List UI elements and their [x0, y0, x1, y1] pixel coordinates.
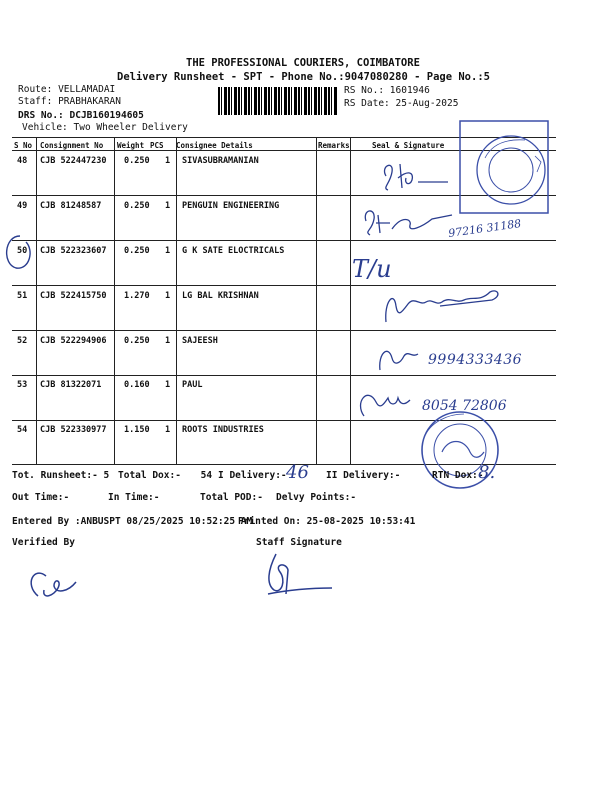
row-sno: 48: [17, 156, 28, 166]
total-dox-label: Total Dox:-: [118, 470, 181, 481]
col-weight: Weight: [117, 141, 145, 150]
company-stamp: [455, 118, 555, 218]
row-consignee: G K SATE ELOCTRICALS: [182, 246, 285, 256]
row-pcs: 1: [165, 291, 171, 301]
col-pcs: PCS: [150, 141, 164, 150]
i-delivery-label: I Delivery:-: [218, 470, 287, 481]
col-consignment: Consignment No: [40, 141, 104, 150]
total-pod-label: Total POD:-: [200, 492, 263, 503]
total-dox-value: 54: [200, 470, 213, 481]
row-consignment: CJB 522330977: [40, 425, 107, 435]
verified-by-signature: [24, 560, 84, 604]
rs-no-label: RS No.:: [344, 85, 385, 96]
tot-runsheet-label: Tot. Runsheet:-: [12, 470, 98, 481]
vehicle-line: [22, 122, 188, 133]
staff-label: Staff:: [18, 96, 53, 107]
col-consignee: Consignee Details: [176, 141, 253, 150]
rs-date-label: RS Date:: [344, 98, 390, 109]
row-sno: 52: [17, 336, 28, 346]
vehicle-label: Vehicle:: [22, 122, 68, 133]
handwritten-phone-53: 8054 72806: [422, 398, 507, 414]
rs-no-value: 1601946: [389, 85, 430, 96]
row-consignment: CJB 522415750: [40, 291, 107, 301]
signature-row-53: [354, 382, 414, 422]
staff-signature-label: Staff Signature: [256, 537, 342, 548]
row-sno: 51: [17, 291, 28, 301]
row-consignee: PENGUIN ENGINEERING: [182, 201, 280, 211]
row-consignee: PAUL: [182, 380, 203, 390]
row-sno: 49: [17, 201, 28, 211]
staff-line: [18, 96, 121, 107]
drs-value: DCJB160194605: [69, 110, 144, 121]
row-weight: 0.160: [124, 380, 150, 390]
entered-by-value: ANBUSPT 08/25/2025 10:52:25 AM: [80, 516, 253, 527]
row-pcs: 1: [165, 201, 171, 211]
printed-on-label: Printed On:: [238, 516, 301, 527]
col-remarks: Remarks: [318, 141, 350, 150]
printed-on: [238, 516, 415, 527]
row-consignee: ROOTS INDUSTRIES: [182, 425, 264, 435]
circle-mark: [0, 230, 40, 274]
col-sno: S No: [14, 141, 33, 150]
row-consignment: CJB 522323607: [40, 246, 107, 256]
signature-row-48: [378, 158, 458, 198]
row-weight: 0.250: [124, 201, 150, 211]
handwritten-mark-50: T/u: [352, 255, 392, 283]
verified-by-label: Verified By: [12, 537, 75, 548]
signature-row-49: [362, 205, 462, 239]
row-pcs: 1: [165, 156, 171, 166]
route-value: VELLAMADAI: [58, 84, 116, 95]
delvy-points-label: Delvy Points:-: [276, 492, 357, 503]
row-weight: 0.250: [124, 336, 150, 346]
row-sno: 50: [17, 246, 28, 256]
row-consignment: CJB 81322071: [40, 380, 102, 390]
row-consignee: SAJEESH: [182, 336, 218, 346]
row-sno: 53: [17, 380, 28, 390]
row-pcs: 1: [165, 425, 171, 435]
drs-label: DRS No.:: [18, 110, 64, 121]
handwritten-rtn-dox: 8.: [478, 462, 496, 483]
ii-delivery-label: II Delivery:-: [326, 470, 401, 481]
rs-date-line: [344, 98, 458, 109]
row-consignee: SIVASUBRAMANIAN: [182, 156, 259, 166]
out-time-label: Out Time:-: [12, 492, 70, 503]
barcode-image: [218, 87, 338, 115]
row-sno: 54: [17, 425, 28, 435]
row-pcs: 1: [165, 380, 171, 390]
staff-value: PRABHAKARAN: [58, 96, 121, 107]
staff-signature: [262, 550, 338, 602]
handwritten-phone-52: 9994333436: [428, 352, 523, 368]
signature-row-52: [374, 340, 424, 374]
runsheet-subtitle: Delivery Runsheet - SPT - Phone No.:9047080280 - Page No.:5: [117, 71, 490, 83]
printed-on-value: 25-08-2025 10:53:41: [306, 516, 416, 527]
entered-by: [12, 516, 252, 527]
total-dox: [118, 470, 212, 481]
rs-no-line: [344, 85, 430, 96]
tot-runsheet: [12, 470, 109, 481]
row-weight: 0.250: [124, 246, 150, 256]
company-title: THE PROFESSIONAL COURIERS, COIMBATORE: [186, 57, 420, 69]
row-weight: 1.270: [124, 291, 150, 301]
handwritten-phone-49: 97216 31188: [447, 216, 523, 241]
row-pcs: 1: [165, 336, 171, 346]
tot-runsheet-value: 5: [103, 470, 110, 481]
row-consignment: CJB 522447230: [40, 156, 107, 166]
col-seal-signature: Seal & Signature: [372, 141, 445, 150]
drs-line: [18, 110, 144, 121]
rtn-dox-label: RTN Dox:-: [432, 470, 484, 481]
entered-by-label: Entered By :: [12, 516, 81, 527]
signature-row-51: [380, 282, 510, 330]
route-label: Route:: [18, 84, 53, 95]
rs-date-value: 25-Aug-2025: [395, 98, 459, 109]
in-time-label: In Time:-: [108, 492, 160, 503]
roots-industries-stamp: [408, 408, 516, 498]
row-consignment: CJB 522294906: [40, 336, 107, 346]
handwritten-i-delivery: 46: [286, 462, 309, 483]
row-pcs: 1: [165, 246, 171, 256]
vehicle-value: Two Wheeler Delivery: [73, 122, 188, 133]
row-consignee: LG BAL KRISHNAN: [182, 291, 259, 301]
row-consignment: CJB 81248587: [40, 201, 102, 211]
route-line: [18, 84, 115, 95]
row-weight: 0.250: [124, 156, 150, 166]
row-weight: 1.150: [124, 425, 150, 435]
